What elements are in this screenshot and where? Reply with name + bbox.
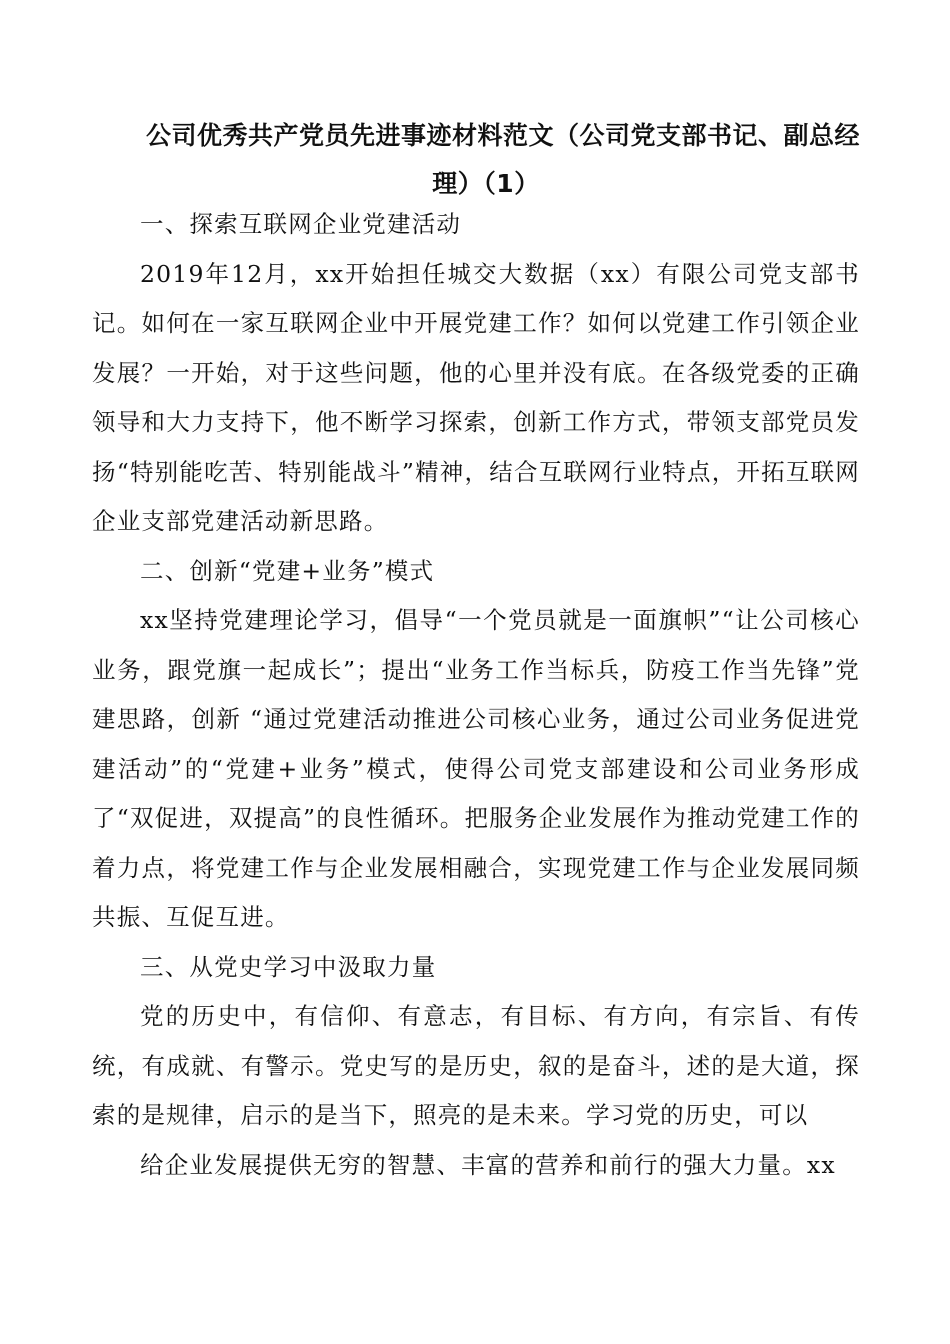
section-paragraph-3-continued: 给企业发展提供无穷的智慧、丰富的营养和前行的强大力量。xx (140, 1150, 836, 1179)
section-paragraph-3: 党的历史中，有信仰、有意志，有目标、有方向，有宗旨、有传统，有成就、有警示。党史写的是历史，叙的是奋斗，述的是大道，探索的是规律，启示的是当下，照亮的是未来。学习党的历史，可以 (92, 1002, 860, 1129)
document-title-line-1: 公司优秀共产党员先进事迹材料范文（公司党支部书记、副总经 (145, 121, 860, 150)
document-title (92, 112, 860, 208)
section-paragraph-2: xx坚持党建理论学习，倡导“一个党员就是一面旗帜”“让公司核心业务，跟党旗一起成长”；提出“业务工作当标兵，防疫工作当先锋”党建思路，创新 “通过党建活动推进公司核心业务，通过公司业务促进党建活动”的“党建+业务”模式，使得公司党支部建设和公司业务形成了“双促进，双提高”的良性循环。把服务企业发展作为推动党建工作的着力点，将党建工作与企业发展相融合，实现党建工作与企业发展同频共振、互促互进。 (92, 606, 860, 931)
section-paragraph-1: 2019年12月，xx开始担任城交大数据（xx）有限公司党支部书记。如何在一家互联网企业中开展党建工作？如何以党建工作引领企业发展？一开始，对于这些问题，他的心里并没有底。在各级党委的正确领导和大力支持下，他不断学习探索，创新工作方式，带领支部党员发扬“特别能吃苦、特别能战斗”精神，结合互联网行业特点，开拓互联网企业支部党建活动新思路。 (92, 259, 860, 535)
section-heading-2: 二、创新“党建+业务”模式 (140, 556, 435, 585)
document-title-line-2: 理）（1） (432, 169, 540, 198)
document-body (92, 200, 860, 1190)
section-heading-1: 一、探索互联网企业党建活动 (140, 210, 462, 238)
section-heading-3: 三、从党史学习中汲取力量 (140, 952, 437, 981)
